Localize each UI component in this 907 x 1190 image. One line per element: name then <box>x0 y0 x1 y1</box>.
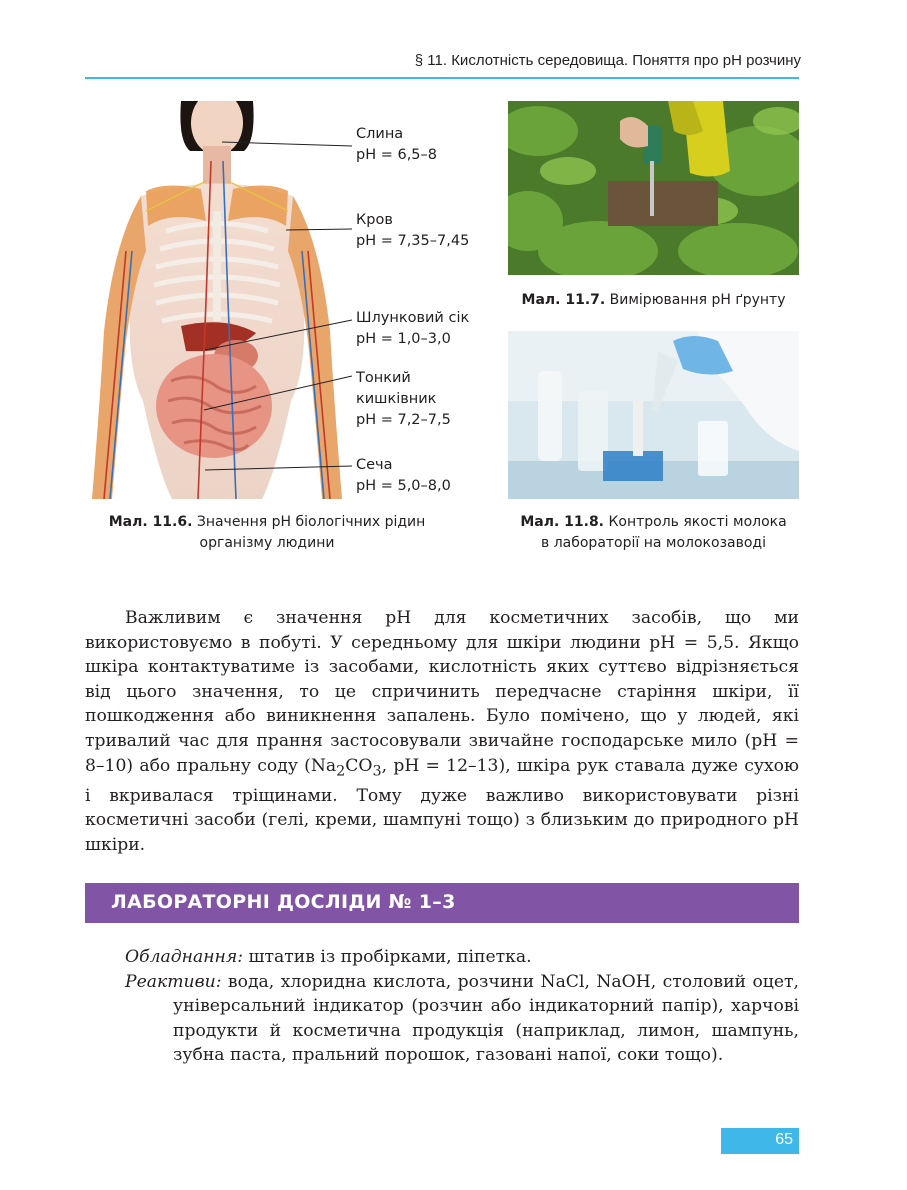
header-rule <box>85 77 799 79</box>
callout-gastric-juice-name: Шлунковий сік <box>356 310 470 326</box>
equipment-line <box>125 945 799 970</box>
lab-experiments-banner <box>85 883 799 923</box>
callout-saliva-name: Слина <box>356 126 404 142</box>
callout-blood-value: pH = 7,35–7,45 <box>356 233 470 249</box>
paragraph-part-1: Важливим є значення pH для косметичних засобів, що ми використовуємо в побуті. У середньому для шкіри людини pH = 5,5. Якщо шкіра контактуватиме із засобами, кислотність яких суттєво відрізняється від цього значення, то це спричинить передчасне старіння шкіри, її пошкодження або виникнення запалень. Було помічено, що у людей, які тривалий час для прання застосовували звичайне господарське мило (pH = 8–10) або пральну соду (Na <box>85 608 799 776</box>
callout-gastric-juice <box>356 308 469 350</box>
running-header: § 11. Кислотність середовища. Поняття про pH розчину <box>414 52 801 69</box>
caption-line-2: в лабораторії на молокозаводі <box>541 535 766 551</box>
reagents-line <box>125 970 799 1068</box>
caption-figure-11-7 <box>508 290 799 311</box>
callout-small-intestine <box>356 368 451 431</box>
callout-urine <box>356 455 451 497</box>
caption-figure-11-6 <box>86 512 448 554</box>
body-paragraph <box>85 606 799 857</box>
callout-blood <box>356 210 469 252</box>
callout-blood-name: Кров <box>356 212 393 228</box>
lab-milk-photo <box>508 331 799 499</box>
soil-ph-photo <box>508 101 799 275</box>
callout-gastric-juice-value: pH = 1,0–3,0 <box>356 331 451 347</box>
callout-urine-name: Сеча <box>356 457 393 473</box>
equipment-label: Обладнання: <box>125 947 244 967</box>
caption-figure-11-8 <box>508 512 799 554</box>
equipment-text: штатив із пробірками, піпетка. <box>243 947 532 967</box>
caption-line-2: організму людини <box>199 535 335 551</box>
page-number-tab <box>721 1128 799 1154</box>
subscript-3: 3 <box>372 763 382 779</box>
lab-materials <box>125 945 799 1068</box>
caption-label: Мал. 11.6. <box>108 514 193 530</box>
callout-saliva <box>356 124 437 166</box>
caption-text: Значення pH біологічних рідин <box>196 514 426 530</box>
paragraph-part-3: , pH = 12–13), шкіра рук ставала дуже сухою і вкривалася тріщинами. Тому дуже важливо використовувати різні косметичні засоби (гелі, креми, шампуні тощо) з близьким до природного pH шкіри. <box>85 755 799 855</box>
subscript-2: 2 <box>336 763 346 779</box>
caption-text: Вимірювання pH ґрунту <box>609 292 786 308</box>
caption-label: Мал. 11.7. <box>521 292 606 308</box>
paragraph-part-2: CO <box>345 755 373 776</box>
caption-text: Контроль якості молока <box>608 514 787 530</box>
callout-small-intestine-name-2: кишківник <box>356 391 437 407</box>
human-body-illustration <box>86 101 349 499</box>
callout-small-intestine-value: pH = 7,2–7,5 <box>356 412 451 428</box>
reagents-text: вода, хлоридна кислота, розчини NaCl, NaOH, столовий оцет, універсальний індикатор (розчин або індикаторний папір), харчові продукти й косметична продукція (наприклад, лимон, шампунь, зубна паста, пральний порошок, газовані напої, соки тощо). <box>173 971 799 1066</box>
caption-label: Мал. 11.8. <box>520 514 604 530</box>
reagents-label: Реактиви: <box>125 971 222 992</box>
lab-banner-title: ЛАБОРАТОРНІ ДОСЛІДИ № 1–3 <box>111 891 456 913</box>
callout-saliva-value: pH = 6,5–8 <box>356 147 438 163</box>
page-number: 65 <box>775 1131 793 1148</box>
callout-urine-value: pH = 5,0–8,0 <box>356 478 451 494</box>
callout-small-intestine-name-1: Тонкий <box>356 370 411 386</box>
